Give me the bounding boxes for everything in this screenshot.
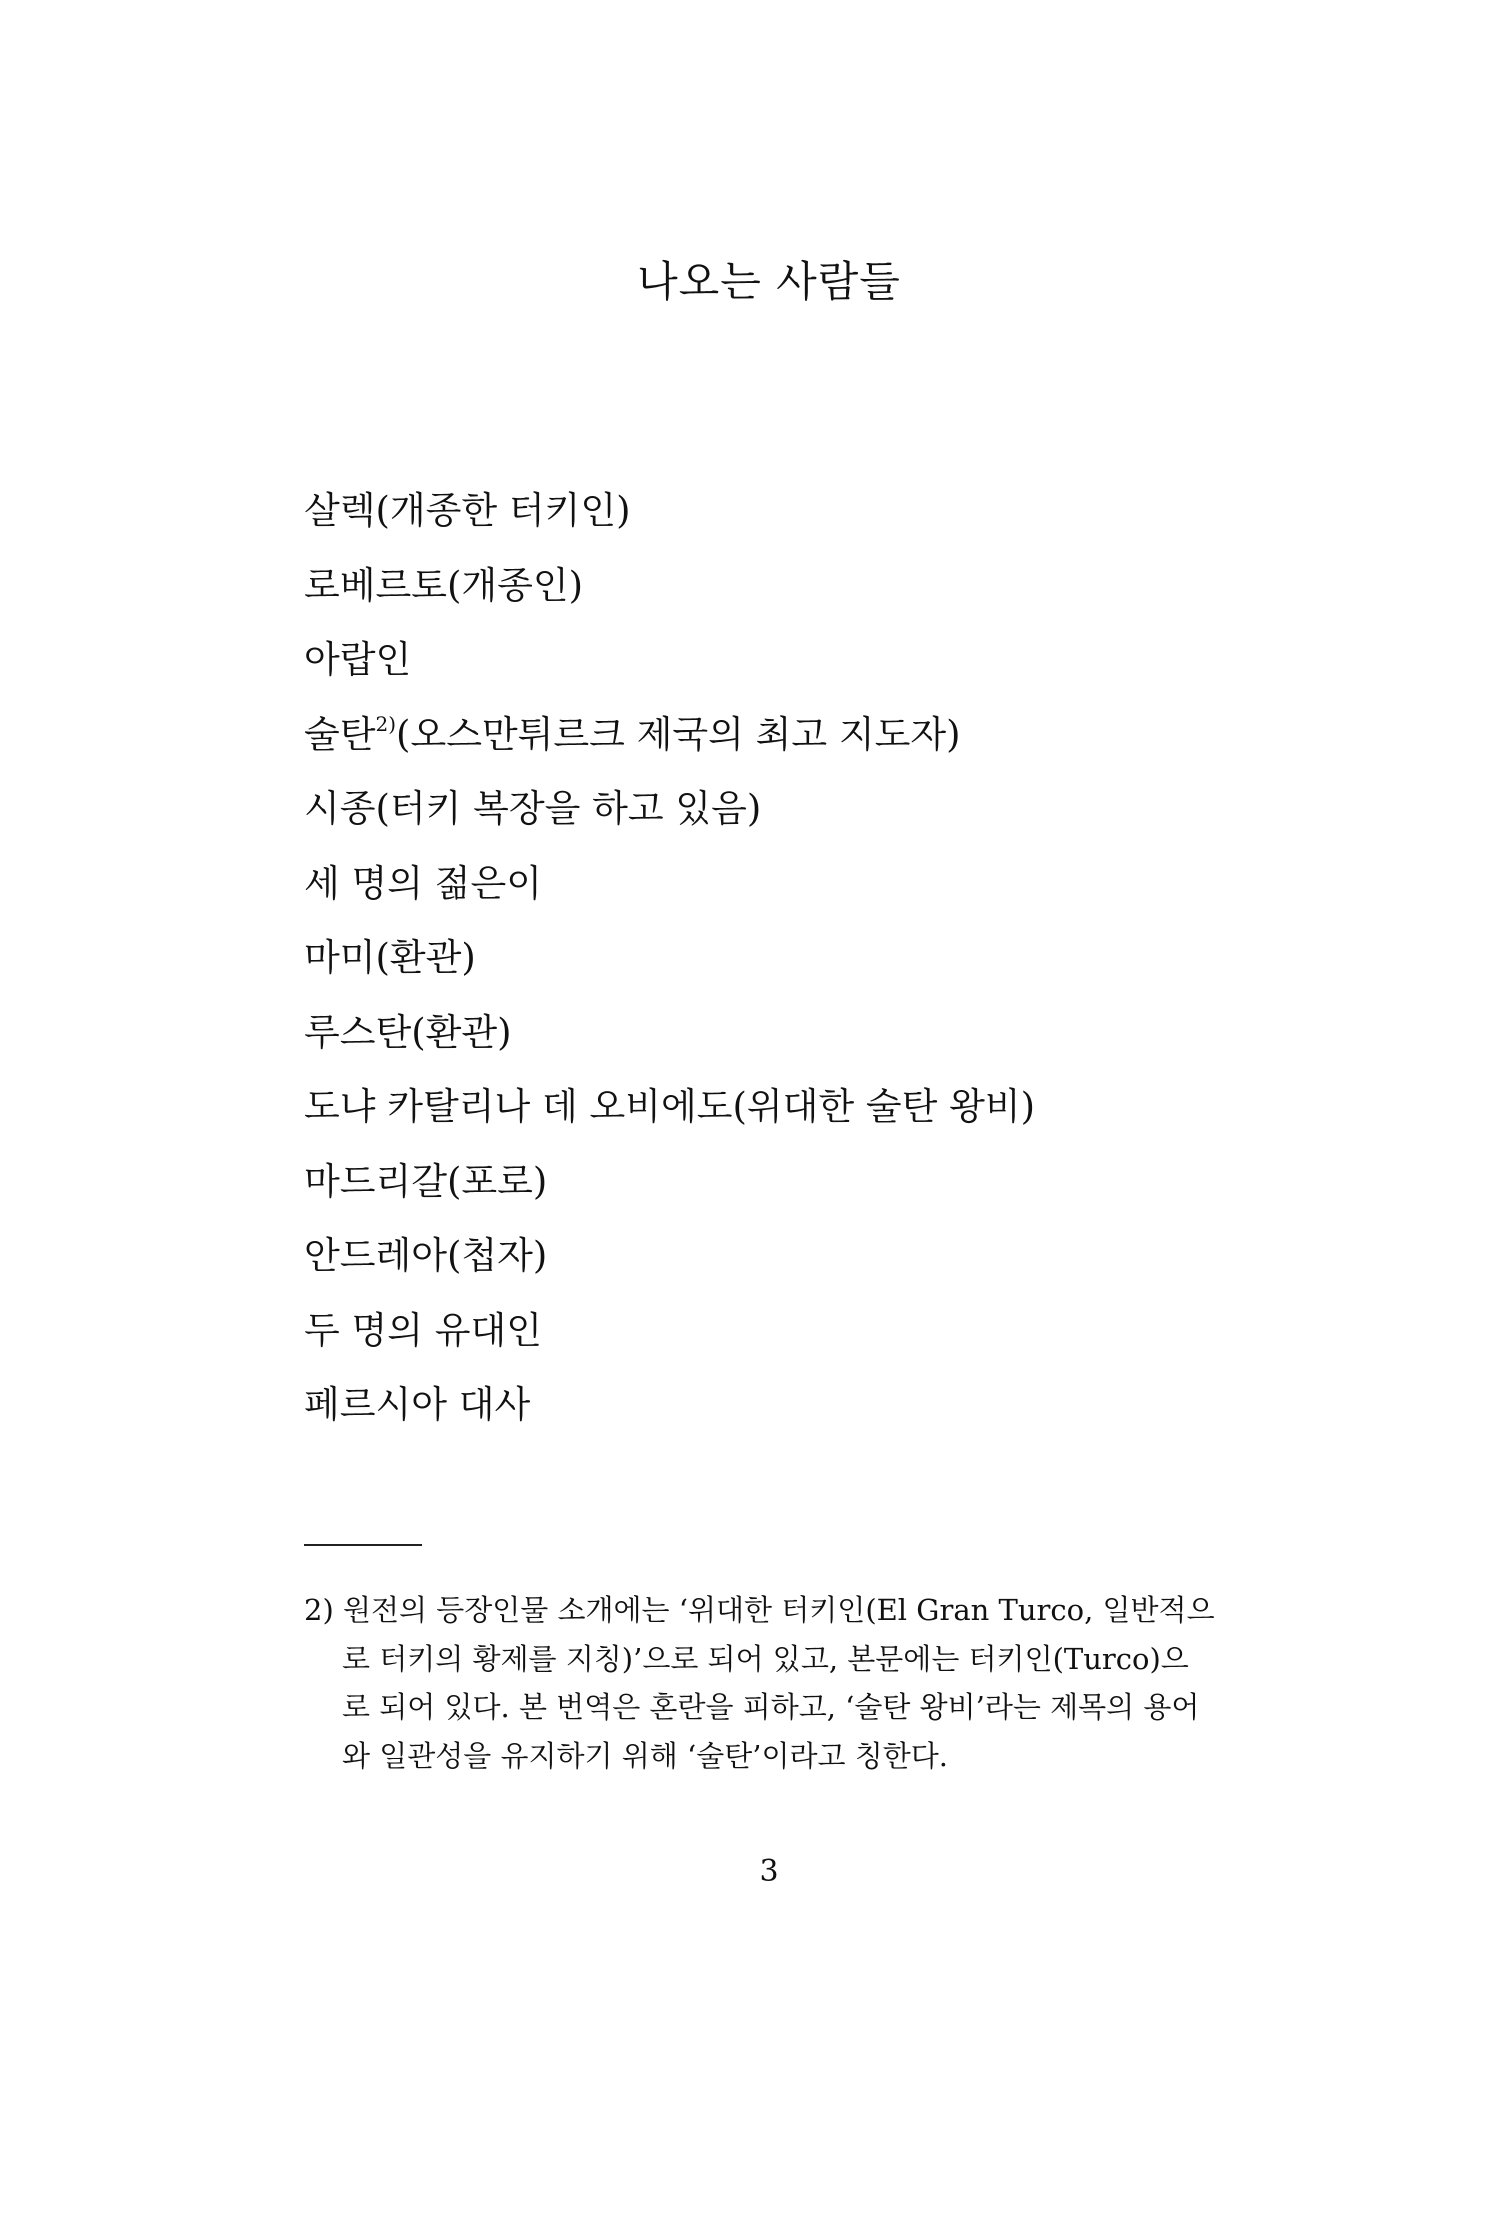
cast-item: 마미(환관) <box>304 936 476 979</box>
cast-item-name: 술탄 <box>304 712 376 756</box>
footnote-line: 로 되어 있다. 본 번역은 혼란을 피하고, ‘술탄 왕비’라는 제목의 용어 <box>342 1690 1200 1724</box>
cast-item: 루스탄(환관) <box>304 1010 512 1054</box>
footnote-line: 로 터키의 황제를 지칭)’으로 되어 있고, 본문에는 터키인(Turco)으 <box>342 1641 1189 1676</box>
cast-item: 세 명의 젊은이 <box>304 861 542 905</box>
cast-item: 두 명의 유대인 <box>304 1308 542 1352</box>
cast-item: 시종(터키 복장을 하고 있음) <box>304 787 762 830</box>
cast-item-description: (오스만튀르크 제국의 최고 지도자) <box>396 712 961 756</box>
cast-item: 안드레아(첩자) <box>304 1234 548 1277</box>
footnote-divider <box>304 1544 422 1546</box>
cast-item: 아랍인 <box>304 638 412 681</box>
footnote-reference[interactable]: 2) <box>375 712 397 737</box>
footnote <box>304 1586 1244 1780</box>
cast-item: 살렉(개종한 터키인) <box>304 489 631 532</box>
cast-list <box>304 474 1304 1443</box>
cast-item <box>304 698 1304 773</box>
cast-item: 마드리갈(포로) <box>304 1159 548 1203</box>
footnote-line: 와 일관성을 유지하기 위해 ‘술탄’이라고 칭한다. <box>342 1738 949 1773</box>
cast-item: 페르시아 대사 <box>304 1383 531 1426</box>
cast-item: 로베르토(개종인) <box>304 563 584 607</box>
page-number: 3 <box>759 1854 779 1889</box>
page-title: 나오는 사람들 <box>637 257 901 306</box>
cast-item: 도냐 카탈리나 데 오비에도(위대한 술탄 왕비) <box>304 1085 1036 1128</box>
footnote-line: 2) 원전의 등장인물 소개에는 ‘위대한 터키인(El Gran Turco, 일반적으 <box>304 1593 1215 1627</box>
